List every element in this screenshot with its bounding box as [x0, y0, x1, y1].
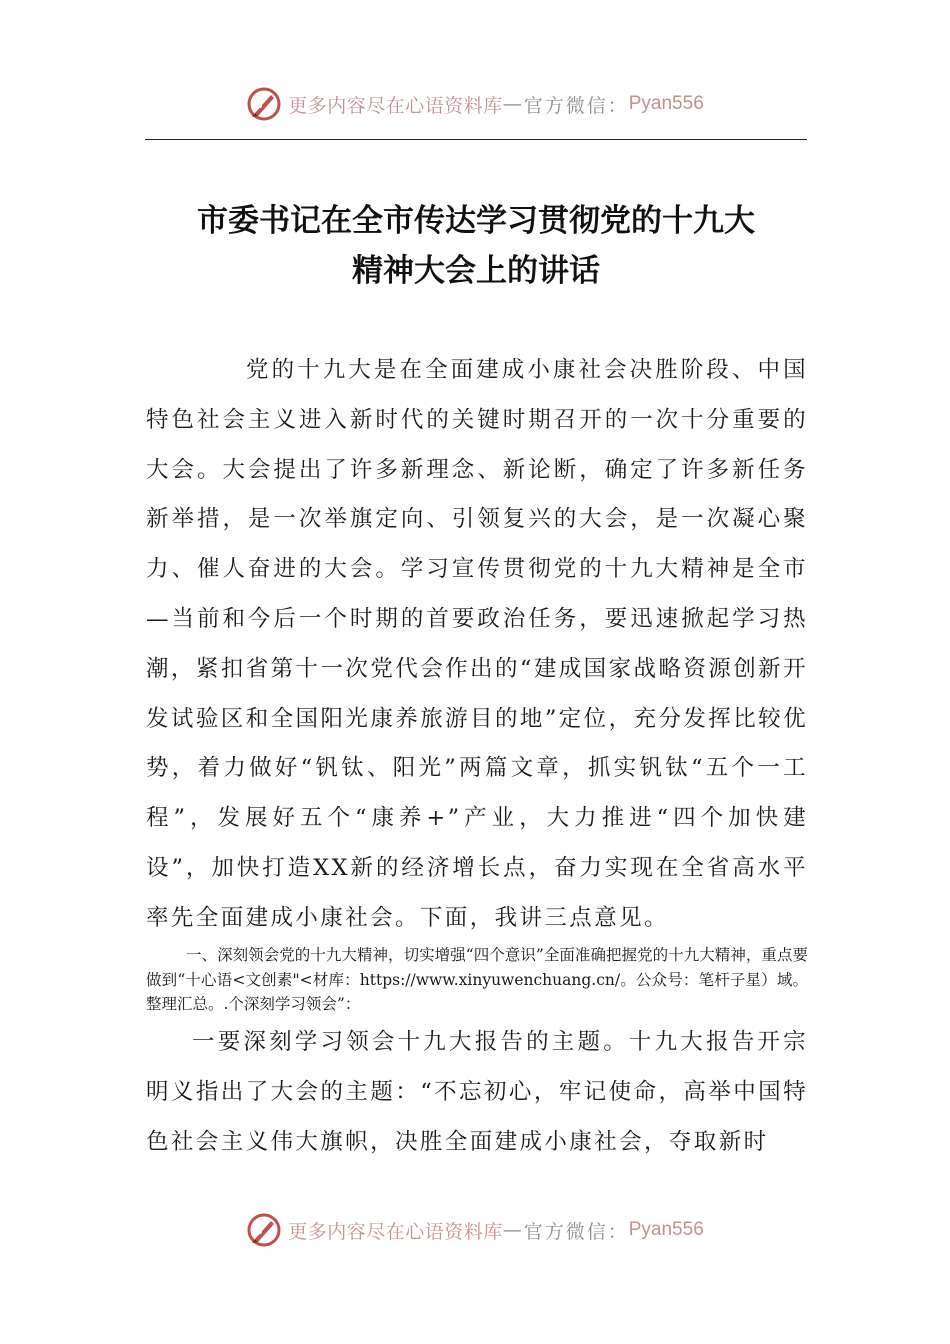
- banner-text: 更多内容尽在心语资料库: [288, 94, 503, 117]
- footer-banner: [0, 1210, 950, 1250]
- pen-logo-icon: [246, 86, 282, 122]
- document-title: [145, 196, 807, 296]
- banner-wechat-label: 官方微信：: [523, 94, 629, 117]
- footer-banner-wechat-id: Pyan556: [628, 1219, 704, 1240]
- pen-logo-icon: [246, 1212, 282, 1248]
- footer-banner-wechat-label: 官方微信：: [523, 1220, 629, 1243]
- paragraph-section-heading: 一、深刻领会党的十九大精神，切实增强“四个意识”全面准确把握党的十九大精神，重点要做到“十心语<文创素"<材库：https://www.xinyuwenchuang.cn/。公众号：笔杆子星）域。整理汇总。.个深刻学习领会”：: [146, 946, 808, 1013]
- paragraph-intro: 党的十九大是在全面建成小康社会决胜阶段、中国特色社会主义进入新时代的关键时期召开的一次十分重要的大会。大会提出了许多新理念、新论断，确定了许多新任务新举措，是一次举旗定向、引领复兴的大会，是一次凝心聚力、催人奋进的大会。学习宣传贯彻党的十九大精神是全市—当前和今后一个时期的首要政治任务，要迅速掀起学习热潮，紧扣省第十一次党代会作出的“建成国家战略资源创新开发试验区和全国阳光康养旅游目的地”定位，充分发挥比较优势，着力做好“钒钛、阳光”两篇文章，抓实钒钛“五个一工程”，发展好五个“康养+”产业，大力推进“四个加快建设”，加快打造XX新的经济增长点，奋力实现在全省高水平率先全面建成小康社会。下面，我讲三点意见。: [146, 357, 808, 931]
- title-line-1: 市委书记在全市传达学习贯彻党的十九大: [197, 203, 755, 239]
- header-divider: [145, 139, 807, 140]
- header-banner: [0, 84, 950, 124]
- footer-banner-text: 更多内容尽在心语资料库: [288, 1220, 503, 1243]
- banner-dash: —: [502, 93, 524, 115]
- title-line-2: 精神大会上的讲话: [352, 253, 600, 289]
- paragraph-point-one: 一要深刻学习领会十九大报告的主题。十九大报告开宗明义指出了大会的主题：“不忘初心，牢记使命，高举中国特色社会主义伟大旗帜，决胜全面建成小康社会，夺取新时: [146, 1029, 808, 1155]
- footer-banner-dash: —: [502, 1219, 524, 1241]
- banner-wechat-id: Pyan556: [628, 93, 704, 114]
